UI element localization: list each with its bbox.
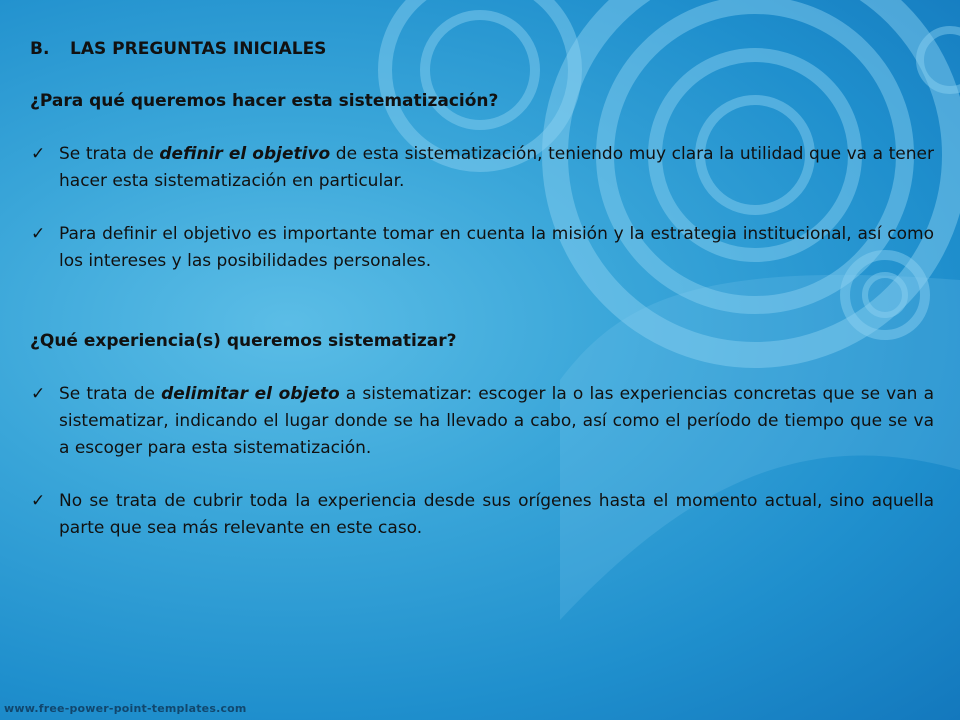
footer-url: www.free-power-point-templates.com xyxy=(4,702,247,715)
checkmark-icon: ✓ xyxy=(31,144,46,164)
bullet-4: ✓ No se trata de cubrir toda la experiencia desde sus orígenes hasta el momento actual, sino aquella parte que sea más relevante en este caso. xyxy=(30,488,934,542)
section-letter: B. xyxy=(30,39,50,59)
checkmark-icon: ✓ xyxy=(31,384,46,404)
section-heading xyxy=(30,36,934,63)
bullet-1: ✓ Se trata de definir el objetivo de esta sistematización, teniendo muy clara la utilidad que va a tener hacer esta sistematización en particular. xyxy=(30,141,934,195)
section-title: LAS PREGUNTAS INICIALES xyxy=(70,39,327,59)
checkmark-icon: ✓ xyxy=(31,224,46,244)
checkmark-icon: ✓ xyxy=(31,491,46,511)
slide-content xyxy=(30,36,934,542)
emphasis-text: delimitar el objeto xyxy=(161,384,340,404)
bullet-3: ✓ Se trata de delimitar el objeto a sistematizar: escoger la o las experiencias concretas que se van a sistematizar, indicando el lugar donde se ha llevado a cabo, así como el período de tiempo que se va a escoger para esta sistematización. xyxy=(30,381,934,462)
question-1: ¿Para qué queremos hacer esta sistematización? xyxy=(30,91,499,111)
bullet-2: ✓ Para definir el objetivo es importante tomar en cuenta la misión y la estrategia institucional, así como los intereses y las posibilidades personales. xyxy=(30,221,934,275)
question-2: ¿Qué experiencia(s) queremos sistematizar? xyxy=(30,331,457,351)
emphasis-text: definir el objetivo xyxy=(159,144,331,164)
